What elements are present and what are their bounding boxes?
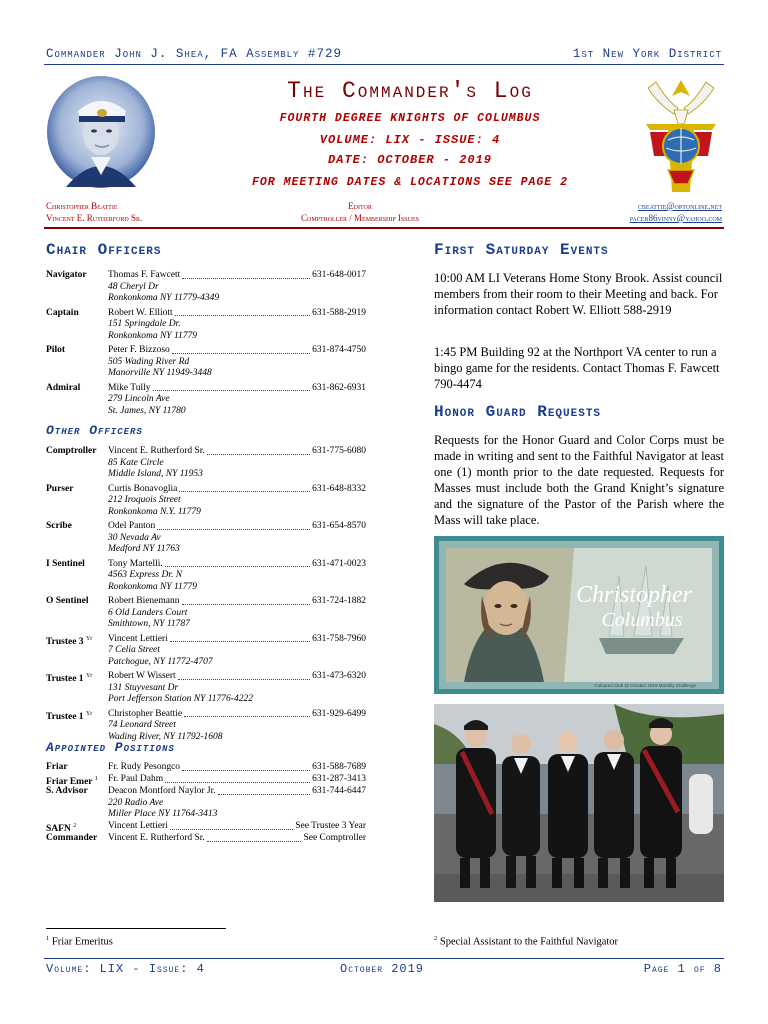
officer-name: Deacon Montford Naylor Jr. xyxy=(108,786,216,796)
staff-role-editor: Editor xyxy=(348,201,372,211)
officer-name-line xyxy=(108,786,366,798)
officer-name-line xyxy=(108,596,366,608)
officer-entry xyxy=(46,821,366,833)
officer-address-line: Ronkonkoma N.Y. 11779 xyxy=(108,506,201,517)
officer-phone: 631-654-8570 xyxy=(312,521,366,531)
officer-entry xyxy=(46,559,366,594)
officer-name-line xyxy=(108,774,366,786)
officer-role-superscript: Yr xyxy=(85,635,93,642)
dot-leader xyxy=(182,270,310,279)
dot-leader xyxy=(153,383,311,392)
officer-phone: See Comptroller xyxy=(303,833,366,843)
officer-role-label: Trustee 3 xyxy=(46,636,84,647)
officer-role-label: Comptroller xyxy=(46,446,97,456)
columbus-image-caption: Coloured Club @ October 2019 Monthly Challenge xyxy=(594,683,696,688)
dot-leader xyxy=(182,762,310,771)
officer-address-line: Miller Place NY 11764-3413 xyxy=(108,809,218,819)
officer-role-label: Purser xyxy=(46,483,74,494)
commander-portrait-image xyxy=(46,75,156,190)
dot-leader xyxy=(218,786,311,795)
officer-name: Fr. Paul Dahm xyxy=(108,774,164,784)
officer-role xyxy=(46,786,88,798)
officer-entry xyxy=(46,270,366,305)
christopher-columbus-image xyxy=(434,536,724,694)
header-rule xyxy=(44,64,724,65)
officer-name: Vincent Lettieri xyxy=(108,821,168,831)
dot-leader xyxy=(165,559,310,568)
dot-leader xyxy=(182,596,311,605)
officer-role xyxy=(46,308,79,320)
officer-entry xyxy=(46,671,366,706)
officer-phone: 631-588-7689 xyxy=(312,762,366,772)
officer-address-line: Ronkonkoma NY 11779 xyxy=(108,581,198,592)
officer-name: Vincent E. Rutherford Sr. xyxy=(108,446,205,456)
officer-name-line xyxy=(108,709,366,721)
officer-name-line xyxy=(108,521,366,533)
honor-guard-paragraph: Requests for the Honor Guard and Color Corps must be made in writing and sent to the Faithful Navigator at least one (1) month prior to the date requested. Requests for Masses must include both the Grand Knight’s signature and the signature of the Pastor of the Parish where the Mass will take place. xyxy=(434,433,724,527)
officer-role xyxy=(46,484,73,496)
officer-name: Thomas F. Fawcett xyxy=(108,270,181,280)
officer-role xyxy=(46,270,87,282)
staff-role-comptroller: Comptroller / Membership Issues xyxy=(301,213,419,223)
officer-role-label: I Sentinel xyxy=(46,558,85,569)
first-saturday-paragraph-1: 10:00 AM LI Veterans Home Stony Brook. Assist council members from their room to their Meeting and back. For information contact Robert W. Elliott 588-2919 xyxy=(434,271,723,317)
dot-leader xyxy=(170,634,310,643)
footnote-2-text: Special Assistant to the Faithful Navigator xyxy=(437,936,619,948)
officer-phone: 631-648-8332 xyxy=(312,483,366,494)
officer-name-line xyxy=(108,484,366,496)
staff-names xyxy=(46,200,142,224)
officer-entry xyxy=(46,383,366,418)
dot-leader xyxy=(170,821,293,830)
officer-name-line xyxy=(108,762,366,774)
officer-phone: 631-874-4750 xyxy=(312,345,366,355)
officer-entry xyxy=(46,709,366,744)
officer-address-line: Manorville NY 11949-3448 xyxy=(108,368,212,378)
officer-role-label: S. Advisor xyxy=(46,786,88,796)
editor-email-link[interactable]: cbeattie@optonline.net xyxy=(637,201,722,211)
officer-address-line: 6 Old Landers Court xyxy=(108,607,188,618)
officer-role-label: Captain xyxy=(46,307,79,318)
officer-name: Robert W. Elliott xyxy=(108,307,173,318)
officer-role-label: Trustee 1 xyxy=(46,711,84,722)
officer-role-label: SAFN xyxy=(46,824,71,835)
officer-address-line: 85 Kate Circle xyxy=(108,457,164,468)
officer-role-label: Commander xyxy=(46,833,98,843)
officer-address-line: 505 Wading River Rd xyxy=(108,356,190,367)
other-officers-heading: Other Officers xyxy=(46,423,143,438)
officer-entry xyxy=(46,833,366,845)
officer-name-line xyxy=(108,345,366,357)
officer-entry xyxy=(46,596,366,631)
officer-role xyxy=(46,446,96,458)
newsletter-title: The Commander's Log xyxy=(287,78,533,104)
officer-phone: See Trustee 3 Year xyxy=(295,821,366,831)
first-saturday-paragraph-2: 1:45 PM Building 92 at the Northport VA center to run a bingo game for the residents. Contact Thomas F. Fawcett 790-4474 xyxy=(434,345,720,391)
officer-name-line xyxy=(108,446,366,458)
officer-phone: 631-929-6499 xyxy=(312,708,366,719)
officer-address-line: Wading River, NY 11792-1608 xyxy=(108,731,223,742)
officer-role xyxy=(46,762,68,774)
officer-entry xyxy=(46,762,366,774)
officer-address-line: Medford NY 11763 xyxy=(108,544,180,554)
officer-name-line xyxy=(108,308,366,320)
appointed-positions-heading: Appointed Positions xyxy=(46,740,175,755)
officer-role xyxy=(46,521,72,533)
officer-role-superscript: 1 xyxy=(94,776,98,782)
officer-entry xyxy=(46,786,366,821)
officer-name: Vincent Lettieri xyxy=(108,633,168,644)
officer-address-line: 151 Springdale Dr. xyxy=(108,319,181,329)
officer-name: Fr. Rudy Pesongco xyxy=(108,762,181,772)
officer-role-superscript: Yr xyxy=(85,673,93,679)
officer-role xyxy=(46,559,85,571)
officer-name-line xyxy=(108,833,366,845)
officer-address-line: Middle Island, NY 11953 xyxy=(108,469,203,479)
officer-role-superscript: Yr xyxy=(85,710,93,717)
officer-address-line: 74 Leonard Street xyxy=(108,720,176,730)
officer-role-label: Scribe xyxy=(46,521,72,531)
officer-name: Robert Bienemann xyxy=(108,596,180,606)
officer-role xyxy=(46,383,80,395)
officer-address-line: 131 Stuyvesant Dr xyxy=(108,682,179,693)
officer-address-line: Ronkonkoma NY 11779-4349 xyxy=(108,293,220,303)
officer-name-line xyxy=(108,671,366,683)
officer-entry xyxy=(46,521,366,556)
staff-roles xyxy=(260,200,460,224)
officer-name: Mike Tully xyxy=(108,382,151,393)
officer-address-line: St. James, NY 11780 xyxy=(108,405,186,416)
officer-address-line: 279 Lincoln Ave xyxy=(108,394,170,404)
footer-volume-issue: Volume: LIX - Issue: 4 xyxy=(46,962,205,976)
staff-emails xyxy=(630,200,722,224)
honor-guard-photo xyxy=(434,704,724,902)
officer-role xyxy=(46,634,92,649)
officer-name-line xyxy=(108,270,366,282)
officer-address-line: 220 Radio Ave xyxy=(108,797,164,808)
dot-leader xyxy=(157,521,310,530)
officer-address-line: 4563 Express Dr. N xyxy=(108,570,183,580)
columbus-image-text-1: Christopher xyxy=(575,582,693,608)
officer-role-superscript: 2 xyxy=(73,823,77,829)
officer-name-line xyxy=(108,559,366,571)
officer-role xyxy=(46,833,97,845)
dot-leader xyxy=(184,709,310,718)
officer-phone: 631-588-2919 xyxy=(312,307,366,318)
officer-entry xyxy=(46,774,366,786)
subtitle-volume-issue: VOLUME: LIX - ISSUE: 4 xyxy=(319,133,501,147)
officer-address-line: 48 Cheryl Dr xyxy=(108,281,159,292)
dot-leader xyxy=(172,345,310,354)
officer-role xyxy=(46,709,92,724)
honor-guard-heading: Honor Guard Requests xyxy=(434,403,602,421)
officer-address-line: 212 Iroquois Street xyxy=(108,495,181,505)
officer-address-line: 7 Celia Street xyxy=(108,645,160,655)
dot-leader xyxy=(175,308,311,317)
officer-role xyxy=(46,596,89,608)
footnote-rule xyxy=(46,928,226,929)
officer-entry xyxy=(46,634,366,669)
subtitle-date: DATE: OCTOBER - 2019 xyxy=(327,153,493,167)
footnote-1 xyxy=(46,935,113,948)
officer-phone: 631-775-6080 xyxy=(312,446,366,456)
dot-leader xyxy=(207,446,310,455)
footer-page-number: Page 1 of 8 xyxy=(643,962,722,976)
officer-entry xyxy=(46,308,366,343)
officer-name-line xyxy=(108,821,366,833)
officer-role-label: Trustee 1 xyxy=(46,674,84,685)
officer-name: Robert W Wissert xyxy=(108,671,176,681)
dot-leader xyxy=(207,833,302,842)
officer-name: Tony Martelli. xyxy=(108,558,163,569)
officer-phone: 631-862-6931 xyxy=(312,382,366,393)
officer-role-label: Pilot xyxy=(46,345,65,355)
officer-name: Odel Panton xyxy=(108,521,156,531)
officer-name: Curtis Bonavoglia xyxy=(108,483,178,494)
officer-name-line xyxy=(108,634,366,646)
officer-entry xyxy=(46,484,366,519)
officer-name-line xyxy=(108,383,366,395)
subtitle-organization: FOURTH DEGREE KNIGHTS OF COLUMBUS xyxy=(279,112,541,125)
columbus-image-text-2: Columbus xyxy=(601,609,683,631)
officer-phone: 631-744-6447 xyxy=(312,786,366,796)
officer-role-label: Friar Emer xyxy=(46,777,93,788)
officer-phone: 631-724-1882 xyxy=(312,596,366,606)
footnote-2-number: 2 xyxy=(434,935,438,942)
staff-comptroller-name: Vincent E. Rutherford Sr. xyxy=(46,213,143,223)
officer-phone: 631-473-6320 xyxy=(312,671,366,681)
staff-editor-name: Christopher Beattie xyxy=(46,201,118,211)
officer-role-label: Friar xyxy=(46,762,68,772)
officer-role xyxy=(46,345,65,357)
footer-rule xyxy=(44,958,724,959)
officer-address-line: Smithtown, NY 11787 xyxy=(108,619,190,629)
officer-name: Christopher Beattie xyxy=(108,708,183,719)
subtitle-meeting-note: FOR MEETING DATES & LOCATIONS SEE PAGE 2 xyxy=(251,176,569,189)
header-district: 1st New York District xyxy=(572,47,722,61)
officer-phone: 631-758-7960 xyxy=(312,633,366,644)
footer-date: October 2019 xyxy=(340,962,425,976)
officer-address-line: Ronkonkoma NY 11779 xyxy=(108,330,198,341)
officer-role-label: Navigator xyxy=(46,270,87,280)
officer-name: Vincent E. Rutherford Sr. xyxy=(108,833,205,843)
officer-phone: 631-287-3413 xyxy=(312,774,366,784)
officer-address-line: 30 Nevada Av xyxy=(108,532,161,543)
officer-address-line: Patchogue, NY 11772-4707 xyxy=(108,656,213,667)
header-assembly-name: Commander John J. Shea, FA Assembly #729 xyxy=(46,47,342,61)
first-saturday-heading: First Saturday Events xyxy=(434,241,609,259)
dot-leader xyxy=(179,484,310,493)
officer-entry xyxy=(46,345,366,380)
officer-entry xyxy=(46,446,366,481)
dot-leader xyxy=(178,671,310,680)
masthead-rule xyxy=(44,227,724,229)
chair-officers-heading: Chair Officers xyxy=(46,241,162,259)
officer-phone: 631-648-0017 xyxy=(312,270,366,280)
footnote-2 xyxy=(434,935,618,948)
footnote-1-number: 1 xyxy=(46,935,50,942)
dot-leader xyxy=(165,774,310,783)
footnote-1-text: Friar Emeritus xyxy=(49,936,113,948)
officer-name: Peter F. Bizzoso xyxy=(108,345,170,355)
officer-role-label: O Sentinel xyxy=(46,596,89,606)
officer-role-label: Admiral xyxy=(46,382,81,393)
officer-phone: 631-471-0023 xyxy=(312,558,366,569)
officer-role xyxy=(46,671,92,686)
comptroller-email-link[interactable]: pacer86vinny@yahoo.com xyxy=(629,213,722,223)
officer-address-line: Port Jefferson Station NY 11776-4222 xyxy=(108,694,253,704)
